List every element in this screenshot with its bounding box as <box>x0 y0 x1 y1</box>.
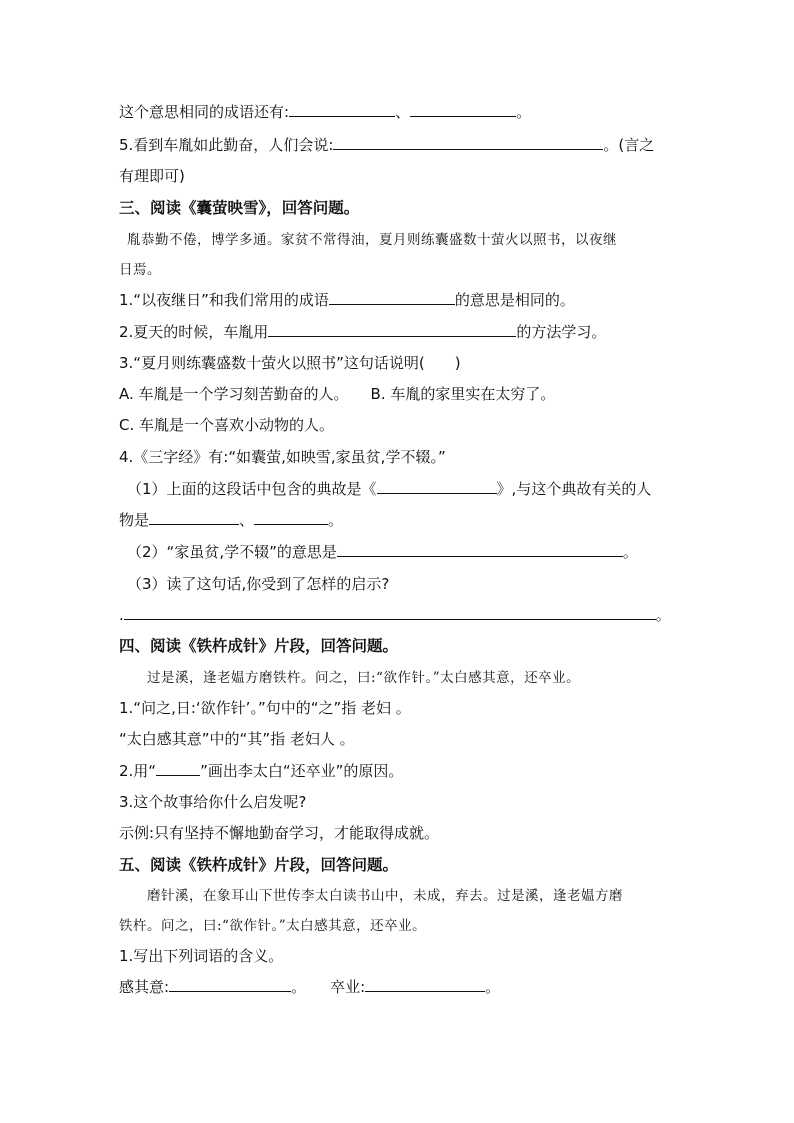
question-3-4-3: （3）读了这句话,你受到了怎样的启示? <box>127 575 390 593</box>
question-3-3: 3.“夏月则练囊盛数十萤火以照书”这句话说明( ) <box>119 354 461 372</box>
answer-blank[interactable] <box>333 135 603 150</box>
question-4-3: 3.这个故事给你什么启发呢? <box>119 793 307 811</box>
answer-blank[interactable] <box>377 479 497 494</box>
answer-blank[interactable] <box>149 510 239 525</box>
text: 。 <box>622 543 638 561</box>
text: 。 <box>655 606 671 624</box>
text: 2.用“ <box>119 762 157 780</box>
answer-blank[interactable] <box>337 542 623 557</box>
question-3-4-3-answer-line <box>119 605 671 625</box>
classical-passage-line: 过是溪，逢老媪方磨铁杵。问之，曰:“欲作针。”太白感其意，还卒业。 <box>147 670 581 686</box>
text: 这个意思相同的成语还有: <box>119 103 290 121</box>
text: ”画出李太白“还卒业”的原因。 <box>200 762 404 780</box>
text: 。(言之 <box>603 136 655 154</box>
question-3-4-1-continued <box>119 510 343 530</box>
question-4-2 <box>119 761 403 781</box>
text: 感其意: <box>119 978 170 996</box>
question-5-continued: 有理即可) <box>119 167 185 185</box>
question-5-1-blanks <box>119 977 500 997</box>
options-a-b <box>119 384 555 404</box>
answer-blank[interactable] <box>268 322 516 337</box>
text: 卒业: <box>330 978 366 996</box>
text: 》,与这个典故有关的人 <box>496 480 652 498</box>
option-c[interactable]: C. 车胤是一个喜欢小动物的人。 <box>119 416 335 434</box>
text: 2.夏天的时候，车胤用 <box>119 323 269 341</box>
answer-blank[interactable] <box>156 761 200 776</box>
answer-blank[interactable] <box>169 977 291 992</box>
section-3-heading: 三、阅读《囊萤映雪》，回答问题。 <box>119 199 360 217</box>
text: （2）“家虽贫,学不辍”的意思是 <box>127 543 337 561</box>
text: 物是 <box>119 511 150 529</box>
classical-passage-line: 日焉。 <box>119 262 161 278</box>
question-3-2 <box>119 322 606 342</box>
question-3-4-2 <box>127 542 638 562</box>
text: . <box>119 606 124 624</box>
section-4-heading: 四、阅读《铁杵成针》片段，回答问题。 <box>119 637 399 655</box>
question-3-1 <box>119 290 575 310</box>
classical-passage-line: 磨针溪，在象耳山下世传李太白读书山中，未成，弃去。过是溪，逢老媪方磨 <box>147 888 623 904</box>
option-b[interactable]: B. 车胤的家里实在太穷了。 <box>370 385 556 403</box>
answer-blank[interactable] <box>365 977 485 992</box>
question-4-1-continued: “太白感其意”中的“其”指 老妇人 。 <box>119 730 355 748</box>
answer-blank[interactable] <box>254 510 328 525</box>
question-3-4: 4.《三字经》有:“如囊萤,如映雪,家虽贫,学不辍。” <box>119 448 446 466</box>
line-synonym-idioms <box>119 102 531 122</box>
question-3-4-1 <box>127 479 651 499</box>
question-4-3-example: 示例:只有坚持不懈地勤奋学习，才能取得成就。 <box>119 824 440 842</box>
text: 5.看到车胤如此勤奋，人们会说: <box>119 136 334 154</box>
question-5 <box>119 135 654 155</box>
section-5-heading: 五、阅读《铁杵成针》片段，回答问题。 <box>119 856 399 874</box>
question-5-1: 1.写出下列词语的含义。 <box>119 947 284 965</box>
text: （1）上面的这段话中包含的典故是《 <box>127 480 377 498</box>
text: 、 <box>395 103 411 121</box>
text: 的方法学习。 <box>516 323 607 341</box>
question-4-1: 1.“问之,日:‘欲作针’。”句中的“之”指 老妇 。 <box>119 699 411 717</box>
answer-blank[interactable] <box>410 102 516 117</box>
text: 的意思是相同的。 <box>454 291 575 309</box>
text: 。 <box>485 978 501 996</box>
answer-blank[interactable] <box>124 605 656 620</box>
text: 1.“以夜继日”和我们常用的成语 <box>119 291 329 309</box>
text: 。 <box>516 103 532 121</box>
classical-passage-line: 胤恭勤不倦，博学多通。家贫不常得油，夏月则练囊盛数十萤火以照书，以夜继 <box>127 232 617 248</box>
option-a[interactable]: A. 车胤是一个学习刻苦勤奋的人。 <box>119 385 349 403</box>
text: 、 <box>239 511 255 529</box>
text: 。 <box>328 511 344 529</box>
answer-blank[interactable] <box>329 290 455 305</box>
classical-passage-line: 铁杵。问之，曰:“欲作针。”太白感其意，还卒业。 <box>119 918 427 934</box>
text: 。 <box>291 978 307 996</box>
answer-blank[interactable] <box>289 102 395 117</box>
